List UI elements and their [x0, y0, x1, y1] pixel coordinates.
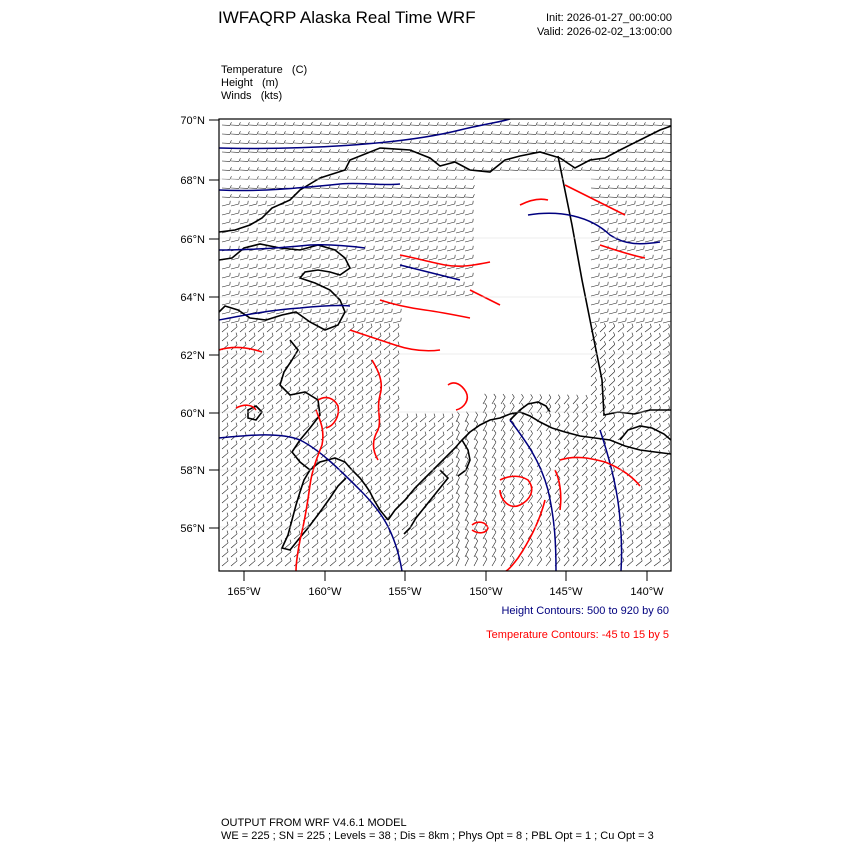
x-tick-label: 165°W [227, 586, 261, 598]
y-axis-labels [180, 115, 205, 535]
model-info: OUTPUT FROM WRF V4.6.1 MODEL [221, 817, 407, 829]
y-tick-label: 58°N [180, 465, 205, 477]
x-tick-label: 145°W [549, 586, 583, 598]
x-axis-labels [227, 586, 664, 598]
plot-title: IWFAQRP Alaska Real Time WRF [218, 8, 476, 27]
x-tick-label: 160°W [308, 586, 342, 598]
y-tick-label: 66°N [180, 234, 205, 246]
height-contours-label: Height Contours: 500 to 920 by 60 [501, 605, 669, 617]
temperature-contours-label: Temperature Contours: -45 to 15 by 5 [486, 629, 669, 641]
legend-height: Height (m) [221, 77, 279, 89]
map-background [219, 119, 671, 571]
y-tick-label: 64°N [180, 292, 205, 304]
y-tick-label: 68°N [180, 175, 205, 187]
x-tick-label: 140°W [630, 586, 664, 598]
y-tick-label: 56°N [180, 523, 205, 535]
y-tick-label: 70°N [180, 115, 205, 127]
init-time: Init: 2026-01-27_00:00:00 [546, 12, 672, 24]
valid-time: Valid: 2026-02-02_13:00:00 [537, 26, 672, 38]
x-axis-ticks [244, 571, 647, 581]
y-tick-label: 62°N [180, 350, 205, 362]
x-tick-label: 155°W [388, 586, 422, 598]
x-tick-label: 150°W [469, 586, 503, 598]
legend-temperature: Temperature (C) [221, 64, 308, 76]
y-axis-ticks [209, 120, 219, 528]
legend-winds: Winds (kts) [221, 90, 283, 102]
y-tick-label: 60°N [180, 408, 205, 420]
model-config: WE = 225 ; SN = 225 ; Levels = 38 ; Dis = 8km ; Phys Opt = 8 ; PBL Opt = 1 ; Cu Opt = 3 [221, 830, 654, 842]
